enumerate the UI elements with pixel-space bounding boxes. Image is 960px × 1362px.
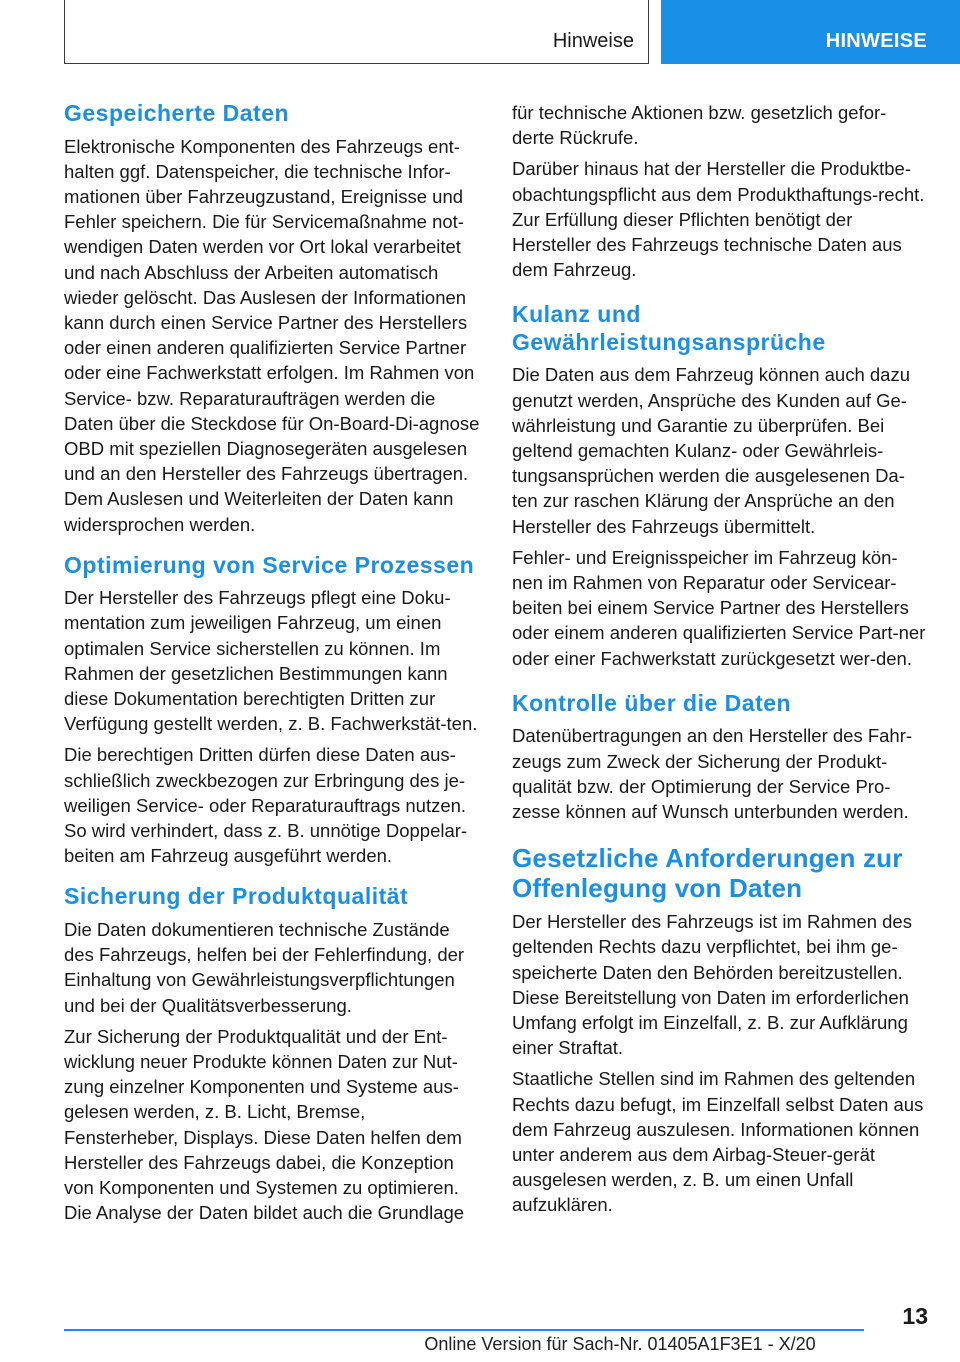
heading-gesetzliche-anforderungen [512,844,928,903]
heading-line: Kulanz und [512,301,641,328]
paragraph: Der Hersteller des Fahrzeugs ist im Rahmen des geltenden Rechts dazu verpflichtet, bei ihm ge-speicherte Daten den Behörden bereitzustellen. Diese Bereitstellung von Daten im erforderlichen Umfang erfolgt im Einzelfall, z. B. zur Aufklärung einer Straftat. [512,911,912,1059]
paragraph: Staatliche Stellen sind im Rahmen des geltenden Rechts dazu befugt, im Einzelfall selbst Daten aus dem Fahrzeug auszulesen. Informationen können unter anderem aus dem Airbag-Steuer-gerät ausgelesen werden, z. B. um einen Unfall aufzuklären. [512,1068,924,1216]
page-number: 13 [902,1303,928,1329]
heading-optimierung-service: Optimierung von Service Prozessen [64,551,475,578]
paragraph: Die Daten aus dem Fahrzeug können auch dazu genutzt werden, Ansprüche des Kunden auf Ge-währleistung und Garantie zu überprüfen. Bei geltend gemachten Kulanz- oder Gewährleis-tungsansprüchen werden die ausgelesenen Da-ten zur raschen Klärung der Ansprüche an den Hersteller des Fahrzeugs übermittelt. [512,364,911,537]
footer-online-version [0,1334,960,1355]
header-section-box [64,0,649,64]
paragraph: Elektronische Komponenten des Fahrzeugs ent-halten ggf. Datenspeicher, die technische Infor-mationen über Fahrzeugzustand, Ereignisse und Fehler speichern. Die für Servicemaßnahme not-wendigen Daten werden vor Ort lokal verarbeitet und nach Abschluss der Arbeiten automatisch wieder gelöscht. Das Auslesen der Informationen kann durch einen Service Partner des Herstellers oder einen anderen qualifizierten Service Partner oder eine Fachwerkstatt erfolgen. Im Rahmen von Service- bzw. Reparaturaufträgen werden die Daten über die Steckdose für On-Board-Di-agnose OBD mit speziellen Diagnosegeräten ausgelesen und an den Hersteller des Fahrzeugs übertragen. Dem Auslesen und Weiterleiten der Daten kann widersprochen werden. [64,135,480,535]
left-column [64,100,480,1225]
paragraph: Darüber hinaus hat der Hersteller die Produktbe-obachtungspflicht aus dem Produkthaftungs-recht. Zur Erfüllung dieser Pflichten benötigt der Hersteller des Fahrzeugs technische Daten aus dem Fahrzeug. [512,158,925,281]
right-column [512,100,928,1218]
heading-line: Gewährleistungsansprüche [512,328,826,355]
paragraph: Datenübertragungen an den Hersteller des Fahr-zeugs zum Zweck der Sicherung der Produkt-qualität bzw. der Optimierung der Service Pro-zesse können auf Wunsch unterbunden werden. [512,725,913,822]
heading-kontrolle-daten: Kontrolle über die Daten [512,689,792,716]
header-section-title: Hinweise [552,30,634,52]
footer-divider [64,1329,864,1331]
heading-kulanz-gewaehrleistung [512,301,928,356]
header-chapter-label: HINWEISE [825,30,927,52]
paragraph: Die Daten dokumentieren technische Zustände des Fahrzeugs, helfen bei der Fehlerfindung, der Einhaltung von Gewährleistungsverpflichtungen und bei der Qualitätsverbesserung. [64,918,465,1016]
paragraph: Zur Sicherung der Produktqualität und der Ent-wicklung neuer Produkte können Daten zur Nut-zung einzelner Komponenten und Systeme aus-gelesen werden, z. B. Licht, Bremse, Fensterheber, Displays. Diese Daten helfen dem Hersteller des Fahrzeugs dabei, die Konzeption von Komponenten und Systemen zu optimieren. Die Analyse der Daten bildet auch die Grundlage [64,1025,465,1224]
heading-line: Gesetzliche Anforderungen zur [512,843,903,874]
header-chapter-tab[interactable] [661,0,960,64]
paragraph: Fehler- und Ereignisspeicher im Fahrzeug kön-nen im Rahmen von Reparatur oder Servicear-beiten bei einem Service Partner des Herstellers oder einem anderen qualifizierten Service Part-ner oder einer Fachwerkstatt zurückgesetzt wer-den. [512,546,926,669]
heading-line: Offenlegung von Daten [512,872,803,903]
paragraph: Die berechtigen Dritten dürfen diese Daten aus-schließlich zweckbezogen zur Erbringung des je-weiligen Service- oder Reparaturauftrags nutzen. So wird verhindert, dass z. B. unnötige Doppelar-beiten am Fahrzeug ausgeführt werden. [64,744,468,867]
paragraph: Der Hersteller des Fahrzeugs pflegt eine Doku-mentation zum jeweiligen Fahrzeug, um einen optimalen Service sicherstellen zu können. Im Rahmen der gesetzlichen Bestimmungen kann diese Dokumentation berechtigten Dritten zur Verfügung gestellt werden, z. B. Fachwerkstät-ten. [64,587,478,735]
heading-gespeicherte-daten: Gespeicherte Daten [64,100,290,126]
heading-sicherung-produktqualitaet: Sicherung der Produktqualität [64,883,409,910]
paragraph: für technische Aktionen bzw. gesetzlich gefor-derte Rückrufe. [512,102,887,149]
footer-online-version-text: Online Version für Sach-Nr. 01405A1F3E1 - X/20 [424,1334,816,1354]
